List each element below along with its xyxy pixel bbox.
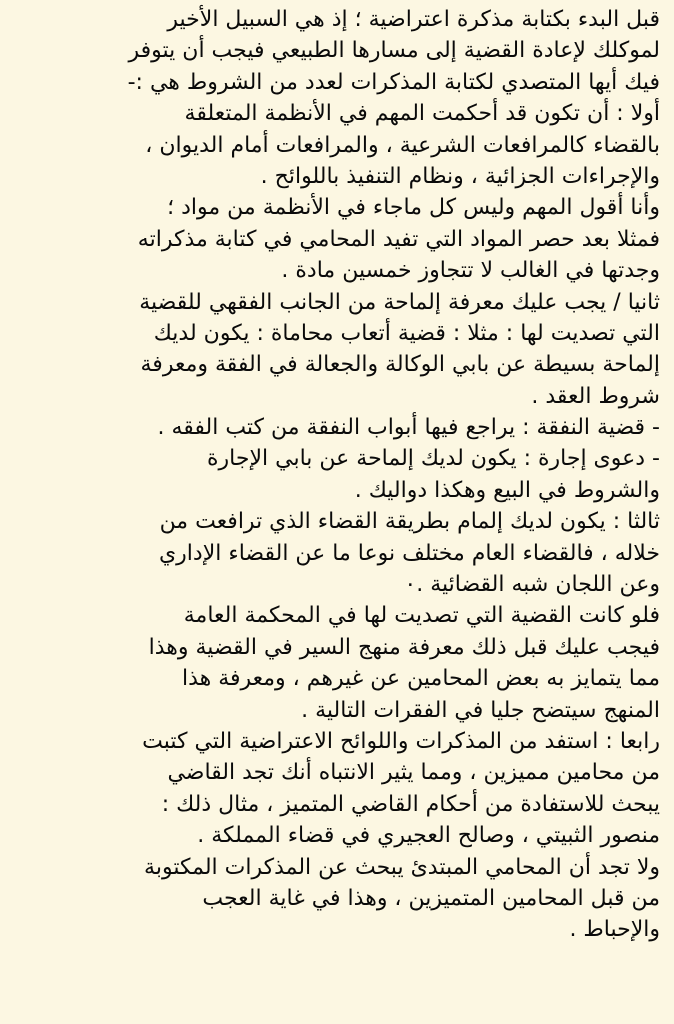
text-line: من قبل المحامين المتميزين ، وهذا في غاية العجب <box>202 885 660 911</box>
text-line: وعن اللجان شبه القضائية .٠ <box>404 572 660 598</box>
text-line: - دعوى إجارة : يكون لديك إلماحة عن بابي الإجارة <box>207 446 660 472</box>
paragraph-second-condition <box>18 287 660 413</box>
text-line: المنهج سيتضح جليا في الفقرات التالية . <box>301 697 660 723</box>
paragraph-alimony-case <box>18 412 660 443</box>
text-line: فيجب عليك قبل ذلك معرفة منهج السير في القضية وهذا <box>148 634 660 660</box>
paragraph-fourth-condition <box>18 726 660 852</box>
text-line: وأنا أقول المهم وليس كل ماجاء في الأنظمة من مواد ؛ <box>167 195 660 221</box>
paragraph-conclusion <box>18 852 660 946</box>
text-line: والإجراءات الجزائية ، ونظام التنفيذ باللوائح . <box>260 163 660 189</box>
text-line: خلاله ، فالقضاء العام مختلف نوعا ما عن القضاء الإداري <box>158 540 660 566</box>
text-line: من محامين مميزين ، ومما يثير الانتباه أنك تجد القاضي <box>167 760 660 786</box>
paragraph-intro <box>18 4 660 98</box>
text-line: منصور الثبيتي ، وصالح العجيري في قضاء المملكة . <box>197 823 660 849</box>
text-line: إلماحة بسيطة عن بابي الوكالة والجعالة في الفقة ومعرفة <box>140 352 660 378</box>
text-line: شروط العقد . <box>531 383 660 409</box>
text-line: فمثلا بعد حصر المواد التي تفيد المحامي في كتابة مذكراته <box>137 226 660 252</box>
text-line: وجدتها في الغالب لا تتجاوز خمسين مادة . <box>281 258 660 284</box>
text-line: والشروط في البيع وهكذا دواليك . <box>354 477 660 503</box>
paragraph-general-court <box>18 600 660 726</box>
text-line: - قضية النفقة : يراجع فيها أبواب النفقة من كتب الفقه . <box>157 415 660 441</box>
paragraph-first-condition <box>18 98 660 192</box>
text-line: ثانيا / يجب عليك معرفة إلماحة من الجانب الفقهي للقضية <box>139 289 660 315</box>
text-line: يبحث للاستفادة من أحكام القاضي المتميز ، مثال ذلك : <box>161 791 660 817</box>
text-line: ولا تجد أن المحامي المبتدئ يبحث عن المذكرات المكتوبة <box>144 854 660 880</box>
text-line: التي تصديت لها : مثلا : قضية أتعاب محاماة : يكون لديك <box>153 320 660 346</box>
text-line: أولا : أن تكون قد أحكمت المهم في الأنظمة المتعلقة <box>184 101 660 127</box>
paragraph-third-condition <box>18 506 660 600</box>
paragraph-important-note <box>18 192 660 286</box>
text-line: والإحباط . <box>569 917 660 943</box>
paragraph-lease-case <box>18 443 660 506</box>
text-line: رابعا : استفد من المذكرات واللوائح الاعتراضية التي كتبت <box>142 728 660 754</box>
text-line: فيك أيها المتصدي لكتابة المذكرات لعدد من الشروط هي :- <box>127 69 660 95</box>
text-line: قبل البدء بكتابة مذكرة اعتراضية ؛ إذ هي السبيل الأخير <box>167 7 660 32</box>
text-line: فلو كانت القضية التي تصديت لها في المحكمة العامة <box>183 603 660 629</box>
text-line: بالقضاء كالمرافعات الشرعية ، والمرافعات أمام الديوان ، <box>145 132 660 158</box>
text-line: لموكلك لإعادة القضية إلى مسارها الطبيعي فيجب أن يتوفر <box>128 38 660 64</box>
text-line: ثالثا : يكون لديك إلمام بطريقة القضاء الذي ترافعت من <box>159 509 660 535</box>
text-line: مما يتمايز به بعض المحامين عن غيرهم ، ومعرفة هذا <box>181 666 660 692</box>
